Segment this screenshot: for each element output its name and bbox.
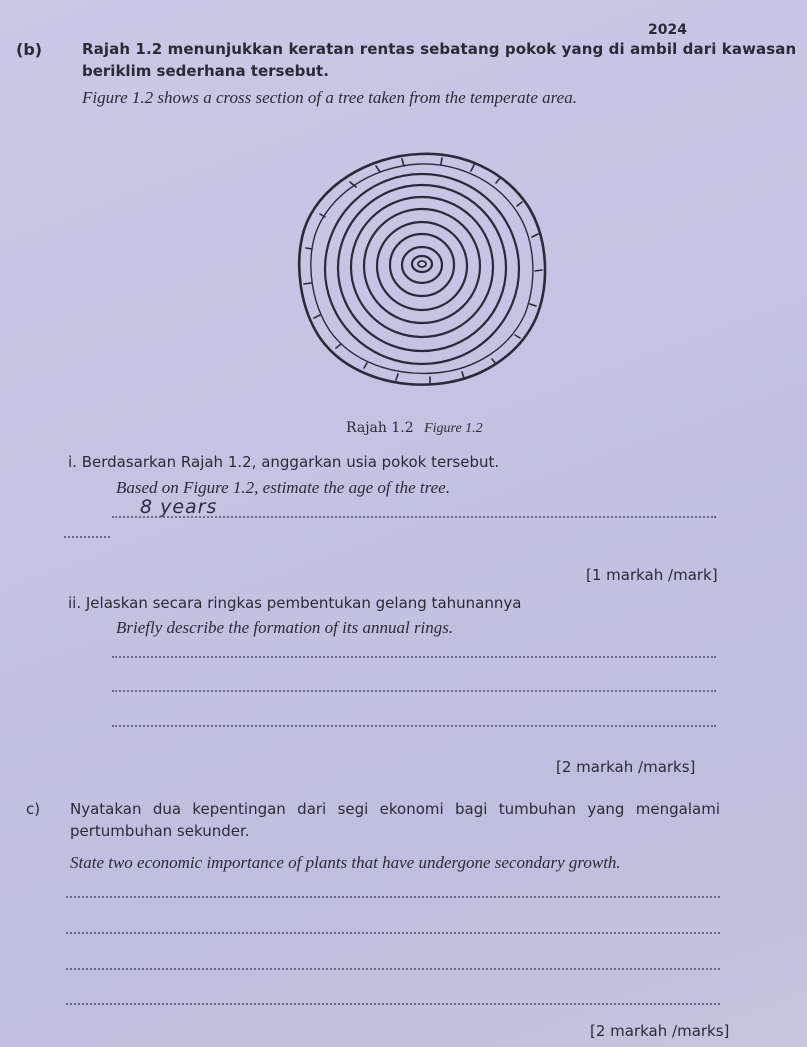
part-c-marks: [2 markah /marks] (590, 1022, 730, 1040)
annual-ring (364, 209, 480, 323)
c-answer-line[interactable] (66, 1003, 720, 1005)
c-answer-line[interactable] (66, 968, 720, 970)
q1-answer[interactable]: 8 years (140, 496, 218, 518)
figure-caption (346, 420, 483, 437)
part-c-ms-line2: pertumbuhan sekunder. (70, 822, 250, 840)
part-b-label: (b) (16, 40, 43, 59)
tree-cross-section-figure (292, 142, 552, 392)
pith (418, 261, 426, 267)
intro-ms-line2: beriklim sederhana tersebut. (82, 62, 329, 80)
figure-caption-ms: Rajah 1.2 (346, 420, 414, 436)
q2-answer-line[interactable] (112, 690, 716, 692)
page-year: 2024 (648, 22, 687, 38)
part-c-label: c) (26, 800, 41, 818)
intro-en: Figure 1.2 shows a cross section of a tree taken from the temperate area. (82, 88, 577, 107)
q2-answer-line[interactable] (112, 725, 716, 727)
q1-en: Based on Figure 1.2, estimate the age of the tree. (116, 478, 450, 497)
bark-inner (311, 164, 533, 373)
c-answer-line[interactable] (66, 932, 720, 934)
annual-ring (390, 234, 454, 296)
q1-marks: [1 markah /mark] (586, 566, 718, 584)
annual-ring (412, 256, 432, 272)
q1-answer-line-cont (64, 536, 110, 538)
q2-answer-line[interactable] (112, 656, 716, 658)
q1-answer-line (112, 516, 716, 518)
annual-ring (325, 174, 519, 364)
q1-ms: i. Berdasarkan Rajah 1.2, anggarkan usia pokok tersebut. (68, 453, 500, 471)
figure-caption-en: Figure 1.2 (424, 421, 483, 436)
intro-ms-line1: Rajah 1.2 menunjukkan keratan rentas sebatang pokok yang di ambil dari kawasan (82, 40, 797, 58)
annual-ring (402, 247, 442, 283)
part-c-ms-line1-text: Nyatakan dua kepentingan dari segi ekonomi bagi tumbuhan yang mengalami (70, 800, 720, 818)
c-answer-line[interactable] (66, 896, 720, 898)
part-c-ms-line1 (70, 800, 720, 818)
part-c-en: State two economic importance of plants that have undergone secondary growth. (70, 853, 621, 872)
q2-en: Briefly describe the formation of its annual rings. (116, 618, 454, 637)
q2-ms: ii. Jelaskan secara ringkas pembentukan gelang tahunannya (68, 594, 522, 612)
q2-marks: [2 markah /marks] (556, 758, 696, 776)
